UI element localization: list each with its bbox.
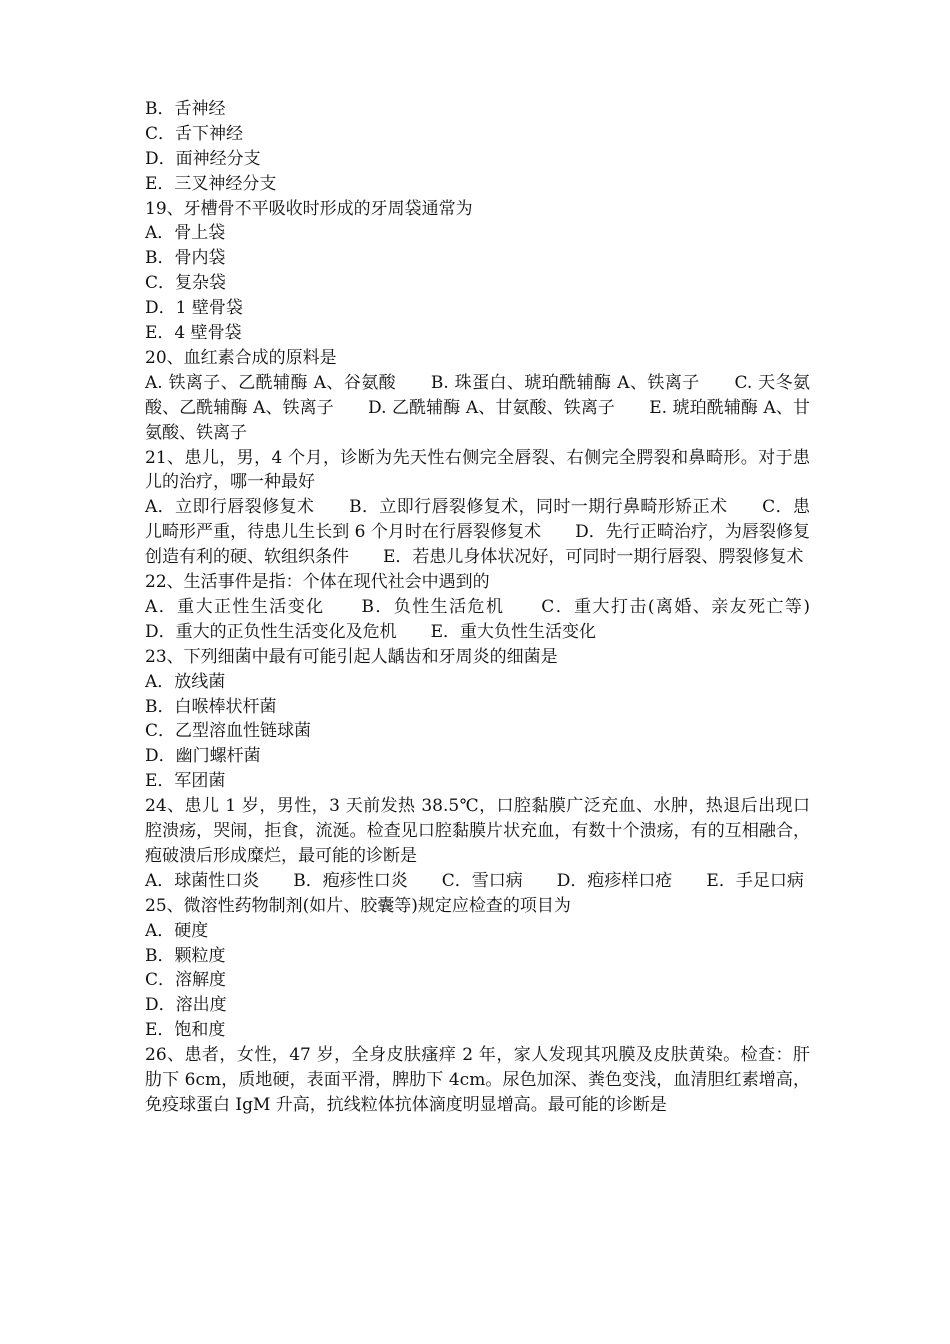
option-line: B．白喉棒状杆菌 <box>145 696 277 717</box>
document-body <box>145 97 844 1118</box>
option-line: C．乙型溶血性链球菌 <box>145 721 312 742</box>
option-line: B．骨内袋 <box>145 248 226 269</box>
option-line: E．军团菌 <box>145 771 226 792</box>
option-line: C．溶解度 <box>145 970 227 991</box>
option-line: E．三叉神经分支 <box>145 173 277 194</box>
option-line: D．1 壁骨袋 <box>145 298 243 319</box>
option-line: D．面神经分支 <box>145 148 261 169</box>
question-25-stem: 25、微溶性药物制剂(如片、胶囊等)规定应检查的项目为 <box>145 895 571 916</box>
option-line: A．硬度 <box>145 920 209 941</box>
question-20-stem: 20、血红素合成的原料是 <box>145 347 337 368</box>
option-line: D．幽门螺杆菌 <box>145 746 261 767</box>
question-22-stem: 22、生活事件是指：个体在现代社会中遇到的 <box>145 572 490 593</box>
option-line: A．骨上袋 <box>145 223 226 244</box>
option-line: C．舌下神经 <box>145 123 244 144</box>
question-24-options: A．球菌性口炎 B．疱疹性口炎 C．雪口病 D．疱疹样口疮 E．手足口病 <box>145 870 804 891</box>
question-21-stem: 21、患儿，男，4 个月，诊断为先天性右侧完全唇裂、右侧完全腭裂和鼻畸形。对于患儿的治疗，哪一种最好 <box>145 447 810 493</box>
option-line: B．颗粒度 <box>145 945 226 966</box>
question-24-stem: 24、患儿 1 岁，男性，3 天前发热 38.5℃，口腔黏膜广泛充血、水肿，热退后出现口腔溃疡，哭闹，拒食，流涎。检查见口腔黏膜片状充血，有数十个溃疡，有的互相融合，疱破溃后形成糜烂，最可能的诊断是 <box>145 796 810 866</box>
question-22-options: A．重大正性生活变化 B．负性生活危机 C．重大打击(离婚、亲友死亡等) D．重大的正负性生活变化及危机 E．重大负性生活变化 <box>145 596 844 642</box>
option-line: C．复杂袋 <box>145 273 227 294</box>
question-19-stem: 19、牙槽骨不平吸收时形成的牙周袋通常为 <box>145 198 473 219</box>
option-line: D．溶出度 <box>145 995 227 1016</box>
question-26-stem: 26、患者，女性，47 岁，全身皮肤瘙痒 2 年，家人发现其巩膜及皮肤黄染。检查：肝肋下 6cm，质地硬，表面平滑，脾肋下 4cm。尿色加深、粪色变浅，血清胆红素增高，免疫球蛋白 IgM 升高，抗线粒体抗体滴度明显增高。最可能的诊断是 <box>145 1045 810 1115</box>
option-line: E．饱和度 <box>145 1020 226 1041</box>
option-line: B．舌神经 <box>145 99 226 119</box>
question-20-options: A. 铁离子、乙酰辅酶 A、谷氨酸 B. 珠蛋白、琥珀酰辅酶 A、铁离子 C. 天冬氨酸、乙酰辅酶 A、铁离子 D. 乙酰辅酶 A、甘氨酸、铁离子 E. 琥珀酰辅酶 A、甘氨酸、铁离子 <box>145 372 810 443</box>
option-line: A．放线菌 <box>145 671 226 692</box>
question-23-stem: 23、下列细菌中最有可能引起人龋齿和牙周炎的细菌是 <box>145 646 558 667</box>
question-21-options: A．立即行唇裂修复术 B．立即行唇裂修复术，同时一期行鼻畸形矫正术 C．患儿畸形严重，待患儿生长到 6 个月时在行唇裂修复术 D．先行正畸治疗，为唇裂修复创造有利的硬、软组织条件 E．若患儿身体状况好，可同时一期行唇裂、腭裂修复术 <box>145 497 810 568</box>
option-line: E．4 壁骨袋 <box>145 323 242 344</box>
